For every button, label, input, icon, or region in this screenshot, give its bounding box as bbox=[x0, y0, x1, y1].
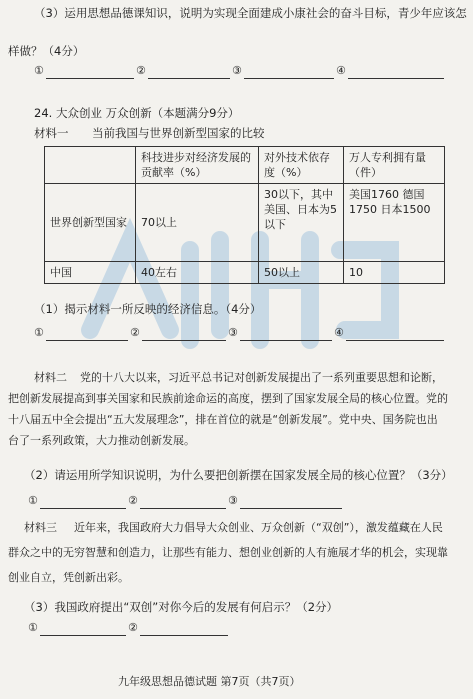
material3-line: 创业自立，凭创新出彩。 bbox=[8, 571, 129, 584]
table-cell: 40左右 bbox=[136, 262, 259, 284]
material2-label: 材料二 bbox=[34, 371, 67, 384]
material1-title: 当前我国与世界创新型国家的比较 bbox=[92, 126, 265, 140]
sub1-mark-2: ② bbox=[130, 326, 140, 339]
comparison-table bbox=[44, 146, 445, 284]
sub2-answer-line-2[interactable] bbox=[140, 508, 226, 509]
material3-line: 近年来，我国政府大力倡导大众创业、万众创新（“双创”），激发蕴藏在人民 bbox=[74, 521, 443, 534]
material1-label: 材料一 bbox=[34, 126, 69, 140]
material2-line: 台了一系列政策，大力推动创新发展。 bbox=[8, 434, 195, 447]
sub2-answer-line-1[interactable] bbox=[40, 508, 126, 509]
sub1-answer-line-4[interactable] bbox=[346, 340, 444, 341]
sub1-mark-1: ① bbox=[34, 326, 44, 339]
material2-line: 党的十八大以来，习近平总书记对创新发展提出了一系列重要思想和论断， bbox=[80, 371, 443, 384]
sub1-answer-line-3[interactable] bbox=[240, 340, 332, 341]
q3-mark-1: ① bbox=[34, 64, 44, 77]
table-cell: 30以下，其中美国、日本为5以下 bbox=[259, 184, 344, 262]
page-footer: 九年级思想品德试题 第7页（共7页） bbox=[118, 675, 301, 688]
sub1-answer-line-1[interactable] bbox=[46, 340, 128, 341]
sub3-mark-1: ① bbox=[28, 621, 38, 634]
q3-mark-2: ② bbox=[136, 64, 146, 77]
table-cell: 70以上 bbox=[136, 184, 259, 262]
q24-heading: 24. 大众创业 万众创新（本题满分9分） bbox=[34, 106, 240, 120]
sub1-prompt: （1）揭示材料一所反映的经济信息。（4分） bbox=[34, 302, 262, 316]
sub1-mark-4: ④ bbox=[334, 326, 344, 339]
q3-answer-line-3[interactable] bbox=[244, 78, 334, 79]
table-cell: 美国1760 德国1750 日本1500 bbox=[344, 184, 445, 262]
material2-line: 把创新发展提高到事关国家和民族前途命运的高度，摆到了国家发展全局的核心位置。党的 bbox=[8, 392, 448, 405]
q3-prompt-line2: 样做？（4分） bbox=[8, 44, 85, 58]
table-header-cell: 对外技术依存度（%） bbox=[259, 147, 344, 184]
material2-line: 十八届五中全会提出“五大发展理念”，排在首位的就是“创新发展”。党中央、国务院也出 bbox=[8, 413, 438, 426]
q3-answer-line-1[interactable] bbox=[46, 78, 134, 79]
table-header-row bbox=[45, 147, 445, 184]
q3-answer-line-2[interactable] bbox=[148, 78, 230, 79]
table-cell: 50以上 bbox=[259, 262, 344, 284]
sub2-mark-3: ③ bbox=[228, 494, 238, 507]
sub2-prompt: （2）请运用所学知识说明，为什么要把创新摆在国家发展全局的核心位置？（3分） bbox=[24, 468, 453, 482]
q3-mark-3: ③ bbox=[232, 64, 242, 77]
table-cell: 10 bbox=[344, 262, 445, 284]
sub2-mark-1: ① bbox=[28, 494, 38, 507]
table-header-cell: 科技进步对经济发展的贡献率（%） bbox=[136, 147, 259, 184]
table-cell: 世界创新型国家 bbox=[45, 184, 136, 262]
material3-label: 材料三 bbox=[24, 521, 57, 534]
sub2-mark-2: ② bbox=[128, 494, 138, 507]
sub1-answer-line-2[interactable] bbox=[142, 340, 226, 341]
q3-prompt-line1: （3）运用思想品德课知识，说明为实现全面建成小康社会的奋斗目标，青少年应该怎 bbox=[34, 6, 467, 20]
sub3-prompt: （3）我国政府提出“双创”对你今后的发展有何启示？（2分） bbox=[24, 600, 339, 614]
q3-mark-4: ④ bbox=[336, 64, 346, 77]
material3-line: 群众之中的无穷智慧和创造力，让那些有能力、想创业创新的人有施展才华的机会，实现靠 bbox=[8, 546, 448, 559]
table-row bbox=[45, 262, 445, 284]
table-cell: 中国 bbox=[45, 262, 136, 284]
sub1-mark-3: ③ bbox=[228, 326, 238, 339]
sub2-answer-line-3[interactable] bbox=[240, 508, 342, 509]
sub3-mark-2: ② bbox=[128, 621, 138, 634]
table-header-cell bbox=[45, 147, 136, 184]
q3-answer-line-4[interactable] bbox=[348, 78, 444, 79]
table-header-cell: 万人专利拥有量（件） bbox=[344, 147, 445, 184]
table-row bbox=[45, 184, 445, 262]
sub3-answer-line-2[interactable] bbox=[140, 635, 228, 636]
sub3-answer-line-1[interactable] bbox=[40, 635, 126, 636]
